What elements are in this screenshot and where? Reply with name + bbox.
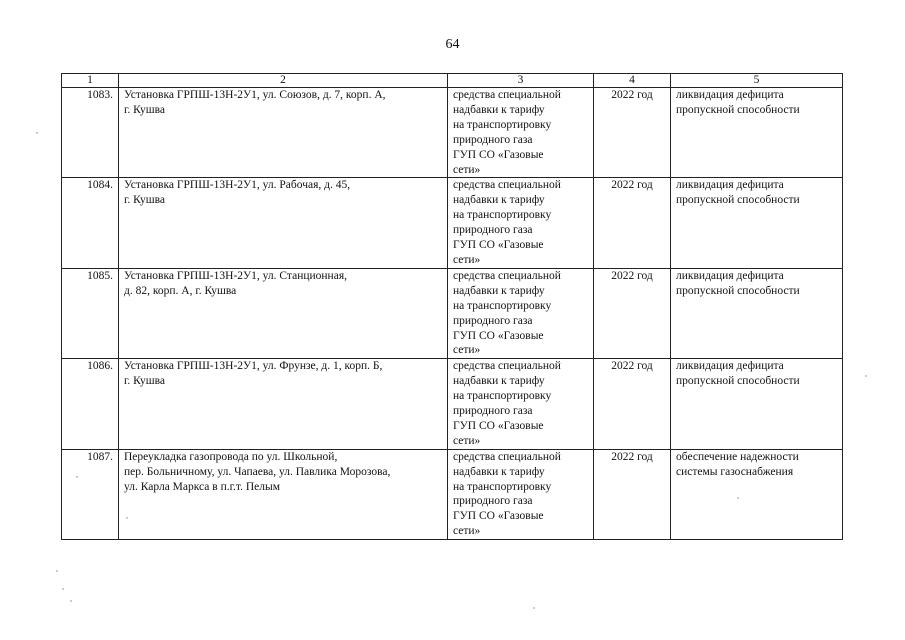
funding-source (448, 449, 594, 539)
scan-speck (62, 588, 64, 590)
source-line: сети» (453, 525, 481, 538)
source-line: ГУП СО «Газовые (453, 419, 544, 432)
source-line: ГУП СО «Газовые (453, 329, 544, 342)
scan-speck (533, 607, 535, 609)
row-number: 1086. (62, 359, 119, 449)
description-line: пер. Больничному, ул. Чапаева, ул. Павлика Морозова, (124, 465, 391, 478)
scan-speck (70, 600, 72, 602)
table-row (62, 88, 843, 178)
description-line: г. Кушва (124, 375, 165, 388)
description-line: Установка ГРПШ-13Н-2У1, ул. Союзов, д. 7, корп. А, (124, 89, 386, 101)
header-row (62, 74, 843, 88)
table-row (62, 178, 843, 268)
scan-speck (126, 517, 128, 519)
investment-table (61, 73, 843, 540)
scan-speck (56, 570, 58, 572)
source-line: надбавки к тарифу (453, 375, 545, 388)
source-line: средства специальной (453, 360, 561, 373)
description-line: г. Кушва (124, 103, 165, 116)
source-line: на транспортировку (453, 118, 552, 131)
purpose-line: пропускной способности (676, 103, 800, 116)
description-line: Установка ГРПШ-13Н-2У1, ул. Станционная, (124, 269, 347, 282)
source-line: сети» (453, 344, 481, 357)
source-line: ГУП СО «Газовые (453, 239, 544, 252)
source-line: на транспортировку (453, 209, 552, 222)
source-line: природного газа (453, 314, 533, 327)
source-line: надбавки к тарифу (453, 465, 545, 478)
description-line: г. Кушва (124, 194, 165, 207)
purpose-line: ликвидация дефицита (676, 179, 784, 192)
source-line: на транспортировку (453, 390, 552, 403)
description-line: Переукладка газопровода по ул. Школьной, (124, 450, 338, 463)
purpose (671, 88, 843, 178)
row-number: 1084. (62, 178, 119, 268)
funding-source (448, 359, 594, 449)
table-header (62, 74, 843, 88)
source-line: средства специальной (453, 179, 561, 192)
description-line: Установка ГРПШ-13Н-2У1, ул. Рабочая, д. 45, (124, 179, 351, 192)
purpose-line: пропускной способности (676, 194, 800, 207)
table-body (62, 88, 843, 540)
scan-speck (865, 375, 867, 377)
purpose-line: ликвидация дефицита (676, 360, 784, 373)
implementation-year: 2022 год (594, 88, 671, 178)
purpose-line: системы газоснабжения (676, 465, 794, 478)
funding-source (448, 178, 594, 268)
funding-source (448, 268, 594, 358)
source-line: на транспортировку (453, 299, 552, 312)
source-line: сети» (453, 163, 481, 176)
purpose (671, 449, 843, 539)
source-line: сети» (453, 434, 481, 447)
source-line: средства специальной (453, 269, 561, 282)
purpose-line: пропускной способности (676, 284, 800, 297)
purpose (671, 359, 843, 449)
header-col-5: 5 (671, 74, 843, 88)
source-line: природного газа (453, 224, 533, 237)
purpose (671, 268, 843, 358)
description-line: Установка ГРПШ-13Н-2У1, ул. Фрунзе, д. 1, корп. Б, (124, 360, 383, 373)
purpose-line: пропускной способности (676, 375, 800, 388)
implementation-year: 2022 год (594, 178, 671, 268)
object-description (119, 359, 448, 449)
object-description (119, 88, 448, 178)
source-line: сети» (453, 253, 481, 266)
table-row (62, 268, 843, 358)
object-description (119, 449, 448, 539)
purpose-line: ликвидация дефицита (676, 89, 784, 101)
source-line: надбавки к тарифу (453, 284, 545, 297)
source-line: средства специальной (453, 89, 561, 101)
page-number: 64 (445, 37, 460, 52)
scan-speck (36, 132, 38, 134)
funding-source (448, 88, 594, 178)
row-number: 1085. (62, 268, 119, 358)
description-line: ул. Карла Маркса в п.г.т. Пелым (124, 480, 280, 493)
source-line: природного газа (453, 405, 533, 418)
source-line: средства специальной (453, 450, 561, 463)
object-description (119, 268, 448, 358)
row-number: 1087. (62, 449, 119, 539)
table-row (62, 449, 843, 539)
description-line: д. 82, корп. А, г. Кушва (124, 284, 237, 297)
purpose-line: обеспечение надежности (676, 450, 799, 463)
header-col-1: 1 (62, 74, 119, 88)
table-row (62, 359, 843, 449)
source-line: природного газа (453, 495, 533, 508)
source-line: ГУП СО «Газовые (453, 510, 544, 523)
purpose (671, 178, 843, 268)
header-col-4: 4 (594, 74, 671, 88)
scan-speck (737, 497, 739, 499)
row-number: 1083. (62, 88, 119, 178)
source-line: ГУП СО «Газовые (453, 148, 544, 161)
header-col-2: 2 (119, 74, 448, 88)
purpose-line: ликвидация дефицита (676, 269, 784, 282)
implementation-year: 2022 год (594, 359, 671, 449)
source-line: надбавки к тарифу (453, 103, 545, 116)
implementation-year: 2022 год (594, 449, 671, 539)
scan-speck (76, 476, 78, 478)
implementation-year: 2022 год (594, 268, 671, 358)
source-line: на транспортировку (453, 480, 552, 493)
source-line: природного газа (453, 133, 533, 146)
object-description (119, 178, 448, 268)
source-line: надбавки к тарифу (453, 194, 545, 207)
header-col-3: 3 (448, 74, 594, 88)
